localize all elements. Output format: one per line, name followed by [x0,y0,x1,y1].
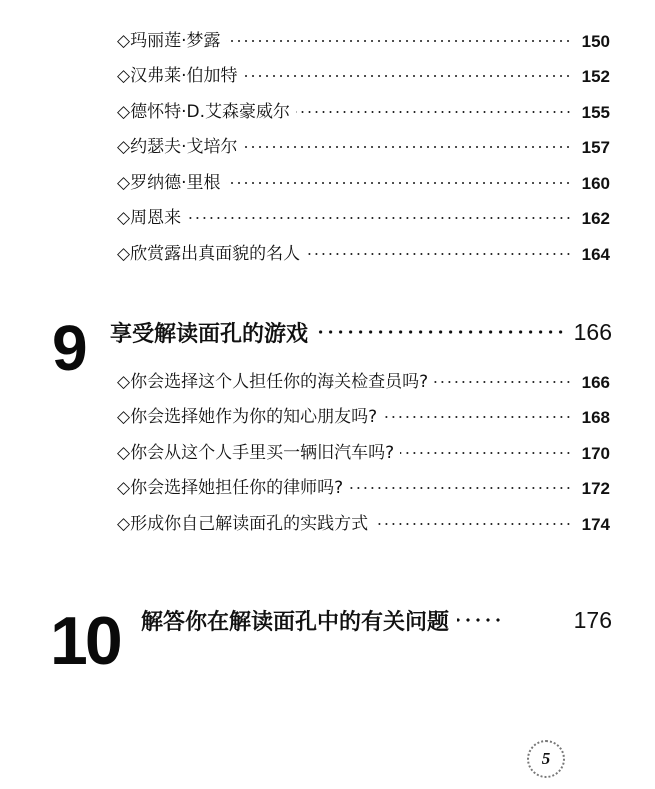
toc-entry[interactable] [117,168,610,198]
toc-entry-page: 157 [581,137,610,157]
toc-entry-title: ◇你会选择她作为你的知心朋友吗? [117,406,378,427]
dot-leader [457,618,503,622]
toc-entry[interactable] [117,509,610,539]
toc-entry[interactable] [117,26,610,56]
toc-entry-page: 168 [581,407,610,427]
dot-leader [226,182,572,184]
toc-entry-page: 170 [581,443,610,463]
toc-entry[interactable] [117,132,610,162]
dot-leader [226,40,572,42]
toc-entry-page: 174 [581,514,610,534]
toc-entry-page: 150 [581,31,610,51]
toc-entry-page: 162 [581,208,610,228]
toc-entry-title: ◇你会选择她担任你的律师吗? [117,477,344,498]
toc-entry-page: 152 [581,66,610,86]
toc-entry-title: ◇罗纳德·里根 [117,172,221,193]
dot-leader [349,487,572,489]
chapter-9-page: 166 [573,318,612,345]
dot-leader [316,330,566,334]
dot-leader [434,381,572,383]
chapter-10-title: 解答你在解读面孔中的有关问题 [141,608,450,635]
toc-entry[interactable] [117,239,610,269]
toc-entry-page: 164 [581,244,610,264]
dot-leader [374,523,572,525]
dot-leader [243,75,572,77]
dot-leader [383,416,572,418]
toc-entry-page: 166 [581,372,610,392]
dot-leader [306,253,572,255]
toc-entry-title: ◇你会选择这个人担任你的海关检查员吗? [117,371,429,392]
chapter-10-page: 176 [573,606,612,633]
toc-entry-title: ◇你会从这个人手里买一辆旧汽车吗? [117,442,395,463]
page-number-badge: 5 [527,740,565,778]
toc-entry[interactable] [117,367,610,397]
toc-entry-title: ◇德怀特·D.艾森豪威尔 [117,101,290,122]
toc-entry-title: ◇玛丽莲·梦露 [117,30,221,51]
chapter-9-title: 享受解读面孔的游戏 [110,320,309,347]
chapter-9-heading[interactable] [110,312,612,352]
toc-entry-page: 155 [581,102,610,122]
toc-entry[interactable] [117,203,610,233]
toc-entry-title: ◇约瑟夫·戈培尔 [117,136,238,157]
toc-entry[interactable] [117,97,610,127]
toc-entry[interactable] [117,61,610,91]
toc-entry[interactable] [117,402,610,432]
toc-entry-title: ◇汉弗莱·伯加特 [117,65,238,86]
toc-entry-title: ◇周恩来 [117,207,182,228]
chapter-10-number: 10 [50,603,120,679]
toc-entry-title: ◇欣赏露出真面貌的名人 [117,243,301,264]
chapter-10-heading[interactable] [141,600,612,640]
chapter-9-number: 9 [52,312,85,384]
dot-leader [296,111,572,113]
toc-entry-title: ◇形成你自己解读面孔的实践方式 [117,513,369,534]
dot-leader [187,217,572,219]
toc-entry[interactable] [117,438,610,468]
toc-entry-page: 172 [581,478,610,498]
dot-leader [243,146,572,148]
toc-entry-page: 160 [581,173,610,193]
toc-entry[interactable] [117,473,610,503]
dot-leader [400,452,572,454]
